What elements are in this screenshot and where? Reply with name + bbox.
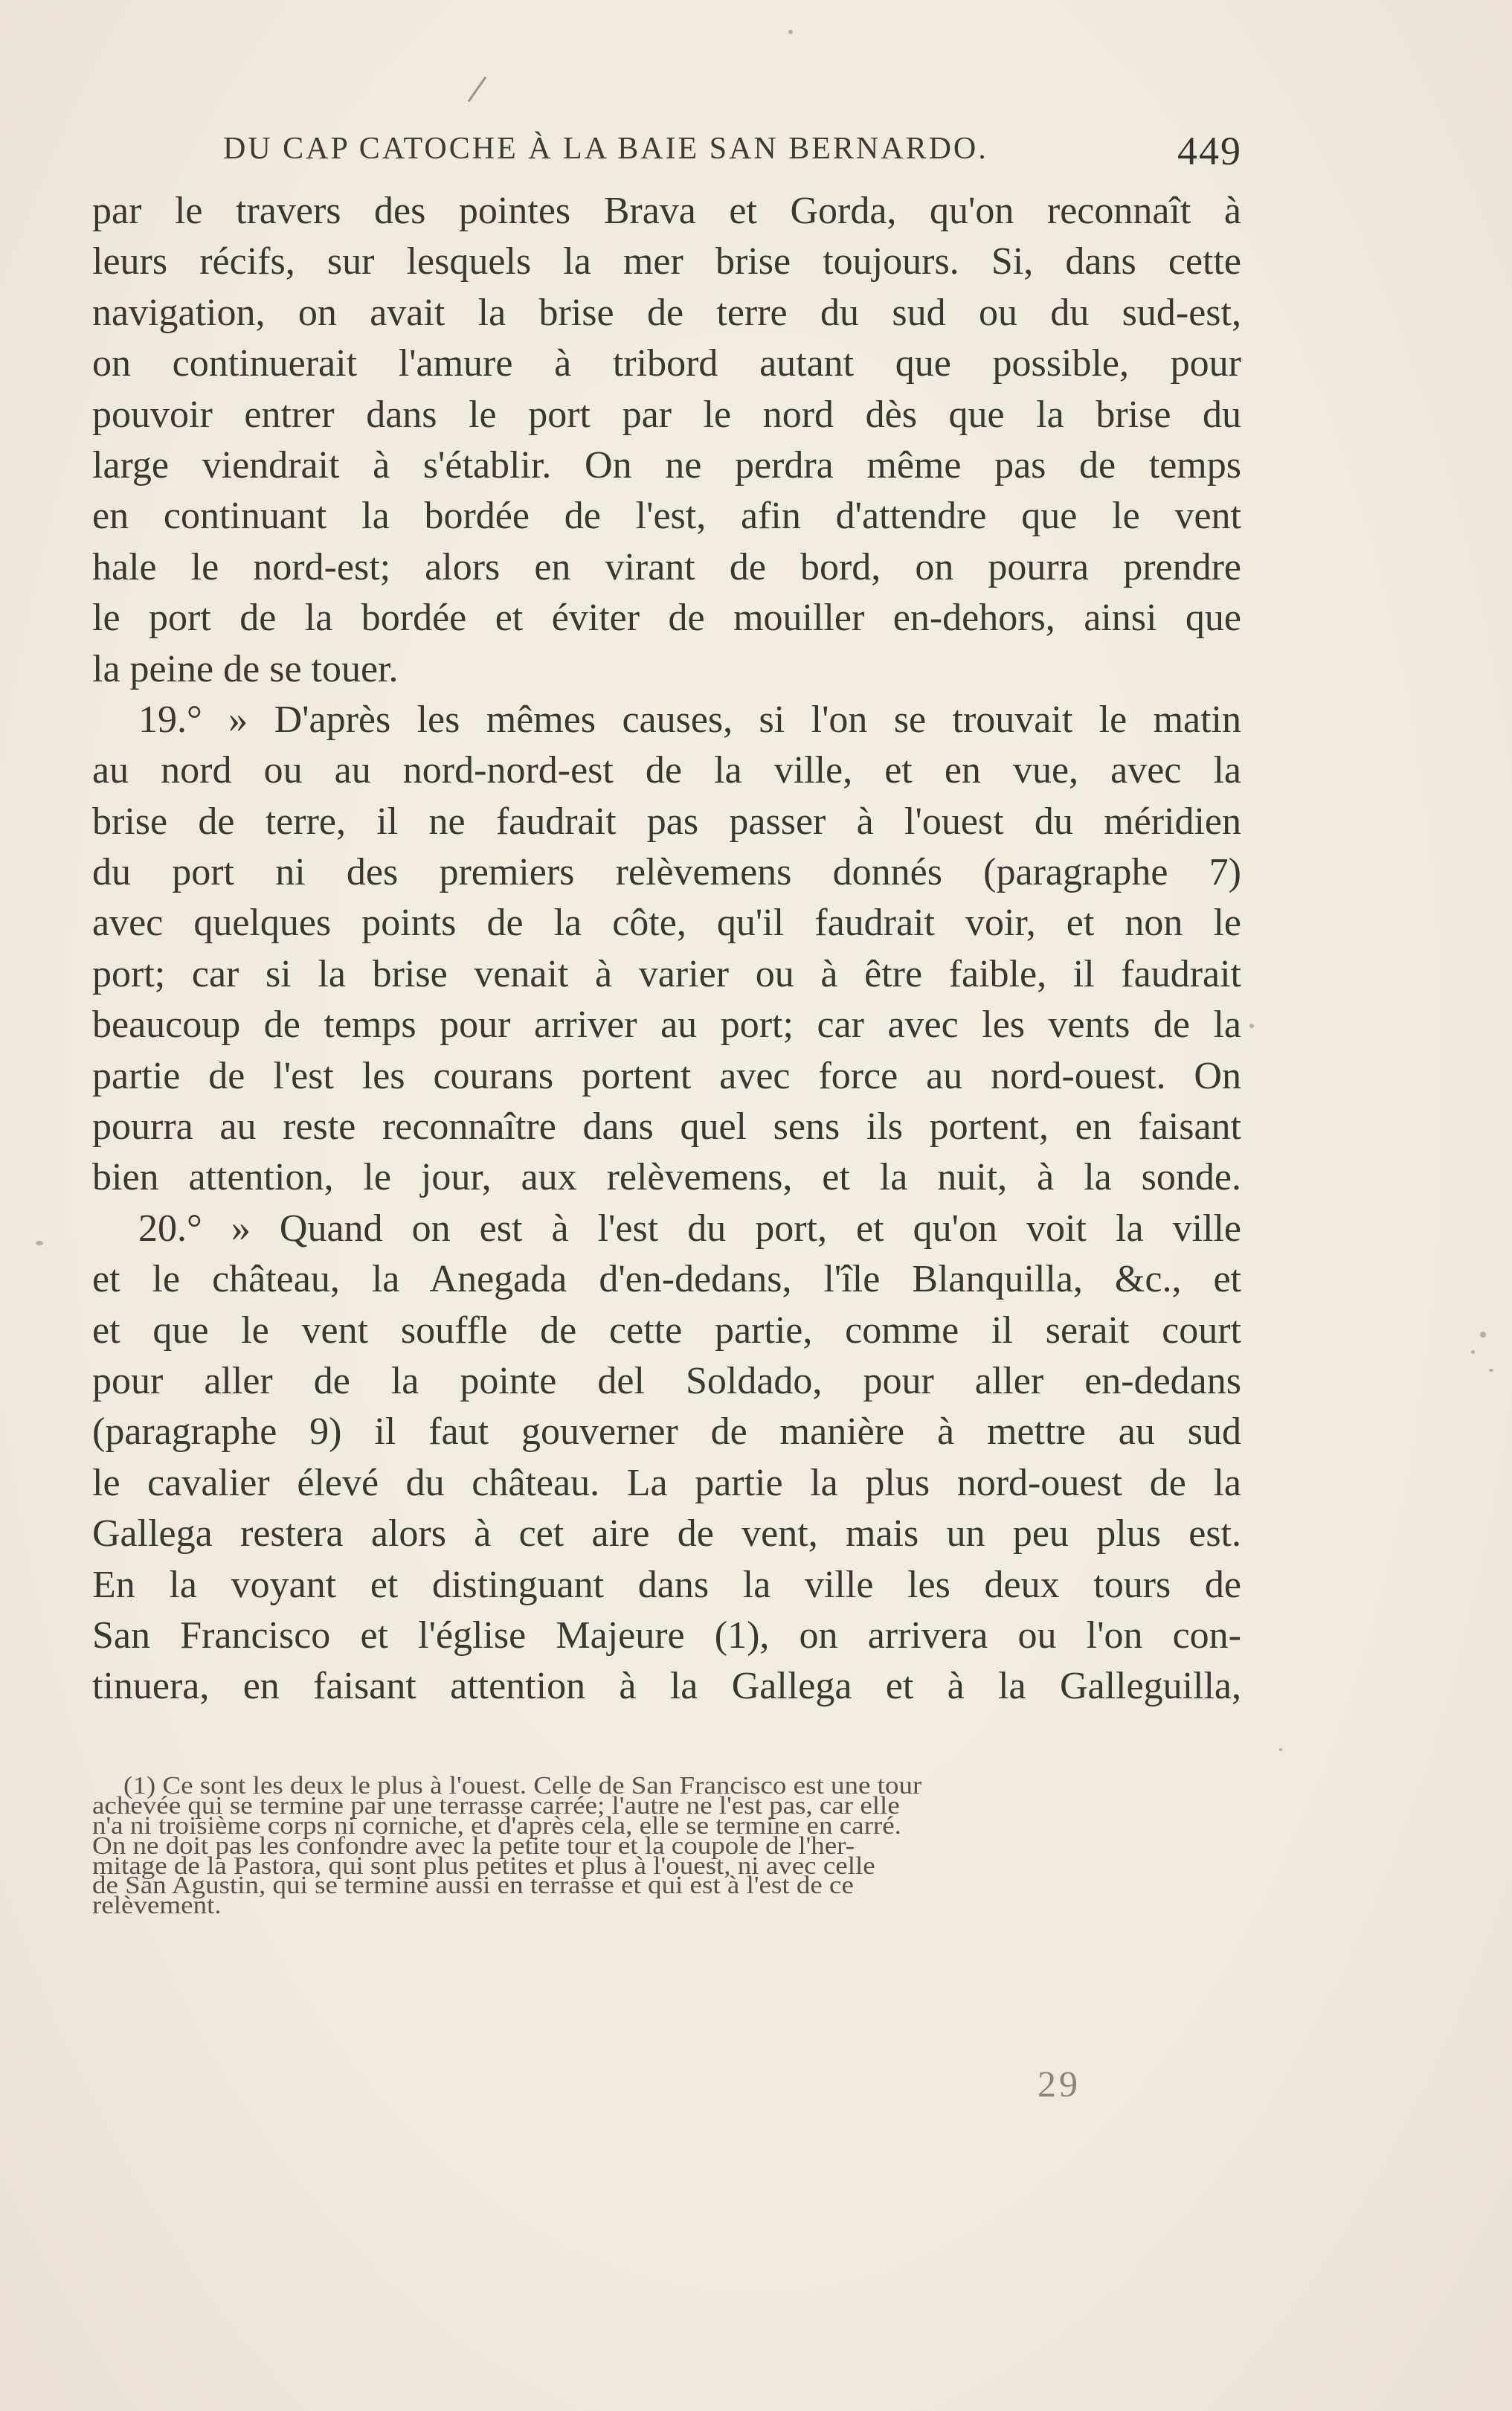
body-line: et que le vent souffle de cette partie, comme il serait court <box>92 1309 1241 1352</box>
body-line: le cavalier élevé du château. La partie la plus nord-ouest de la <box>92 1461 1241 1504</box>
body-line: on continuerait l'amure à tribord autant que possible, pour <box>92 342 1241 385</box>
body-line: et le château, la Anegada d'en-dedans, l'île Blanquilla, &c., et <box>92 1258 1241 1301</box>
body-line: la peine de se touer. <box>92 647 399 690</box>
body-line: partie de l'est les courans portent avec force au nord-ouest. On <box>92 1054 1241 1097</box>
paper-speck <box>1471 1350 1475 1354</box>
footnote-text: On ne doit pas les confondre avec la petite tour et la coupole de l'her- <box>92 1831 855 1860</box>
body-line: le port de la bordée et éviter de mouiller en-dehors, ainsi que <box>92 597 1241 640</box>
body-line: beaucoup de temps pour arriver au port; car avec les vents de la <box>92 1004 1241 1047</box>
paragraph-19-start: 19.° » D'après les mêmes causes, si l'on se trouvait le matin <box>138 698 1241 741</box>
page-number: 449 <box>1177 129 1242 173</box>
body-line: en continuant la bordée de l'est, afin d'attendre que le vent <box>92 495 1241 538</box>
body-line: tinuera, en faisant attention à la Gallega et à la Galleguilla, <box>92 1665 1241 1708</box>
footnote-text: achevée qui se termine par une terrasse carrée; l'autre ne l'est pas, car elle <box>92 1792 900 1820</box>
body-line: navigation, on avait la brise de terre du sud ou du sud-est, <box>92 291 1241 334</box>
footnote <box>92 1772 1241 1920</box>
body-line: avec quelques points de la côte, qu'il faudrait voir, et non le <box>92 902 1241 945</box>
body-text <box>92 186 1241 1712</box>
paper-speck <box>36 1241 43 1245</box>
running-title: DU CAP CATOCHE À LA BAIE SAN BERNARDO. <box>223 132 988 166</box>
paper-speck <box>788 30 793 34</box>
pencil-mark <box>468 77 486 102</box>
footnote-text: n'a ni troisième corps ni corniche, et d'après cela, elle se termine en carré. <box>92 1811 901 1840</box>
signature-mark: 29 <box>1038 2063 1081 2105</box>
body-line: San Francisco et l'église Majeure (1), on arrivera ou l'on con- <box>92 1614 1241 1657</box>
body-line: brise de terre, il ne faudrait pas passer à l'ouest du méridien <box>92 800 1241 843</box>
body-line: au nord ou au nord-nord-est de la ville, et en vue, avec la <box>92 749 1241 792</box>
body-line: hale le nord-est; alors en virant de bord, on pourra prendre <box>92 545 1241 588</box>
paper-speck <box>1489 1369 1493 1372</box>
footnote-text: mitage de la Pastora, qui sont plus petites et plus à l'ouest, ni avec celle <box>92 1852 875 1880</box>
body-line: port; car si la brise venait à varier ou à être faible, il faudrait <box>92 952 1241 995</box>
body-line: bien attention, le jour, aux relèvemens, et la nuit, à la sonde. <box>92 1156 1241 1199</box>
page-header <box>223 131 1242 183</box>
body-line: pourra au reste reconnaître dans quel sens ils portent, en faisant <box>92 1105 1241 1149</box>
body-line: large viendrait à s'établir. On ne perdra même pas de temps <box>92 443 1241 487</box>
footnote-text: (1) Ce sont les deux le plus à l'ouest. Celle de San Francisco est une tour <box>123 1772 922 1800</box>
body-line: du port ni des premiers relèvemens donnés (paragraphe 7) <box>92 851 1241 894</box>
body-line: leurs récifs, sur lesquels la mer brise toujours. Si, dans cette <box>92 240 1241 283</box>
paragraph-20-start: 20.° » Quand on est à l'est du port, et qu'on voit la ville <box>138 1207 1241 1250</box>
paper-speck <box>1279 1748 1282 1751</box>
paper-speck <box>1480 1332 1486 1338</box>
footnote-text: de San Agustin, qui se termine aussi en terrasse et qui est à l'est de ce <box>92 1872 854 1900</box>
body-line: (paragraphe 9) il faut gouverner de manière à mettre au sud <box>92 1410 1241 1454</box>
body-line: Gallega restera alors à cet aire de vent, mais un peu plus est. <box>92 1512 1241 1556</box>
body-line: En la voyant et distinguant dans la ville les deux tours de <box>92 1563 1241 1606</box>
footnote-line <box>92 1892 1241 1920</box>
paper-speck <box>1249 1024 1254 1028</box>
footnote-line <box>92 1872 1241 1900</box>
body-line: pouvoir entrer dans le port par le nord dès que la brise du <box>92 393 1241 436</box>
body-line: par le travers des pointes Brava et Gorda, qu'on reconnaît à <box>92 190 1241 232</box>
body-line: pour aller de la pointe del Soldado, pour aller en-dedans <box>92 1359 1241 1402</box>
footnote-text: relèvement. <box>92 1892 222 1920</box>
